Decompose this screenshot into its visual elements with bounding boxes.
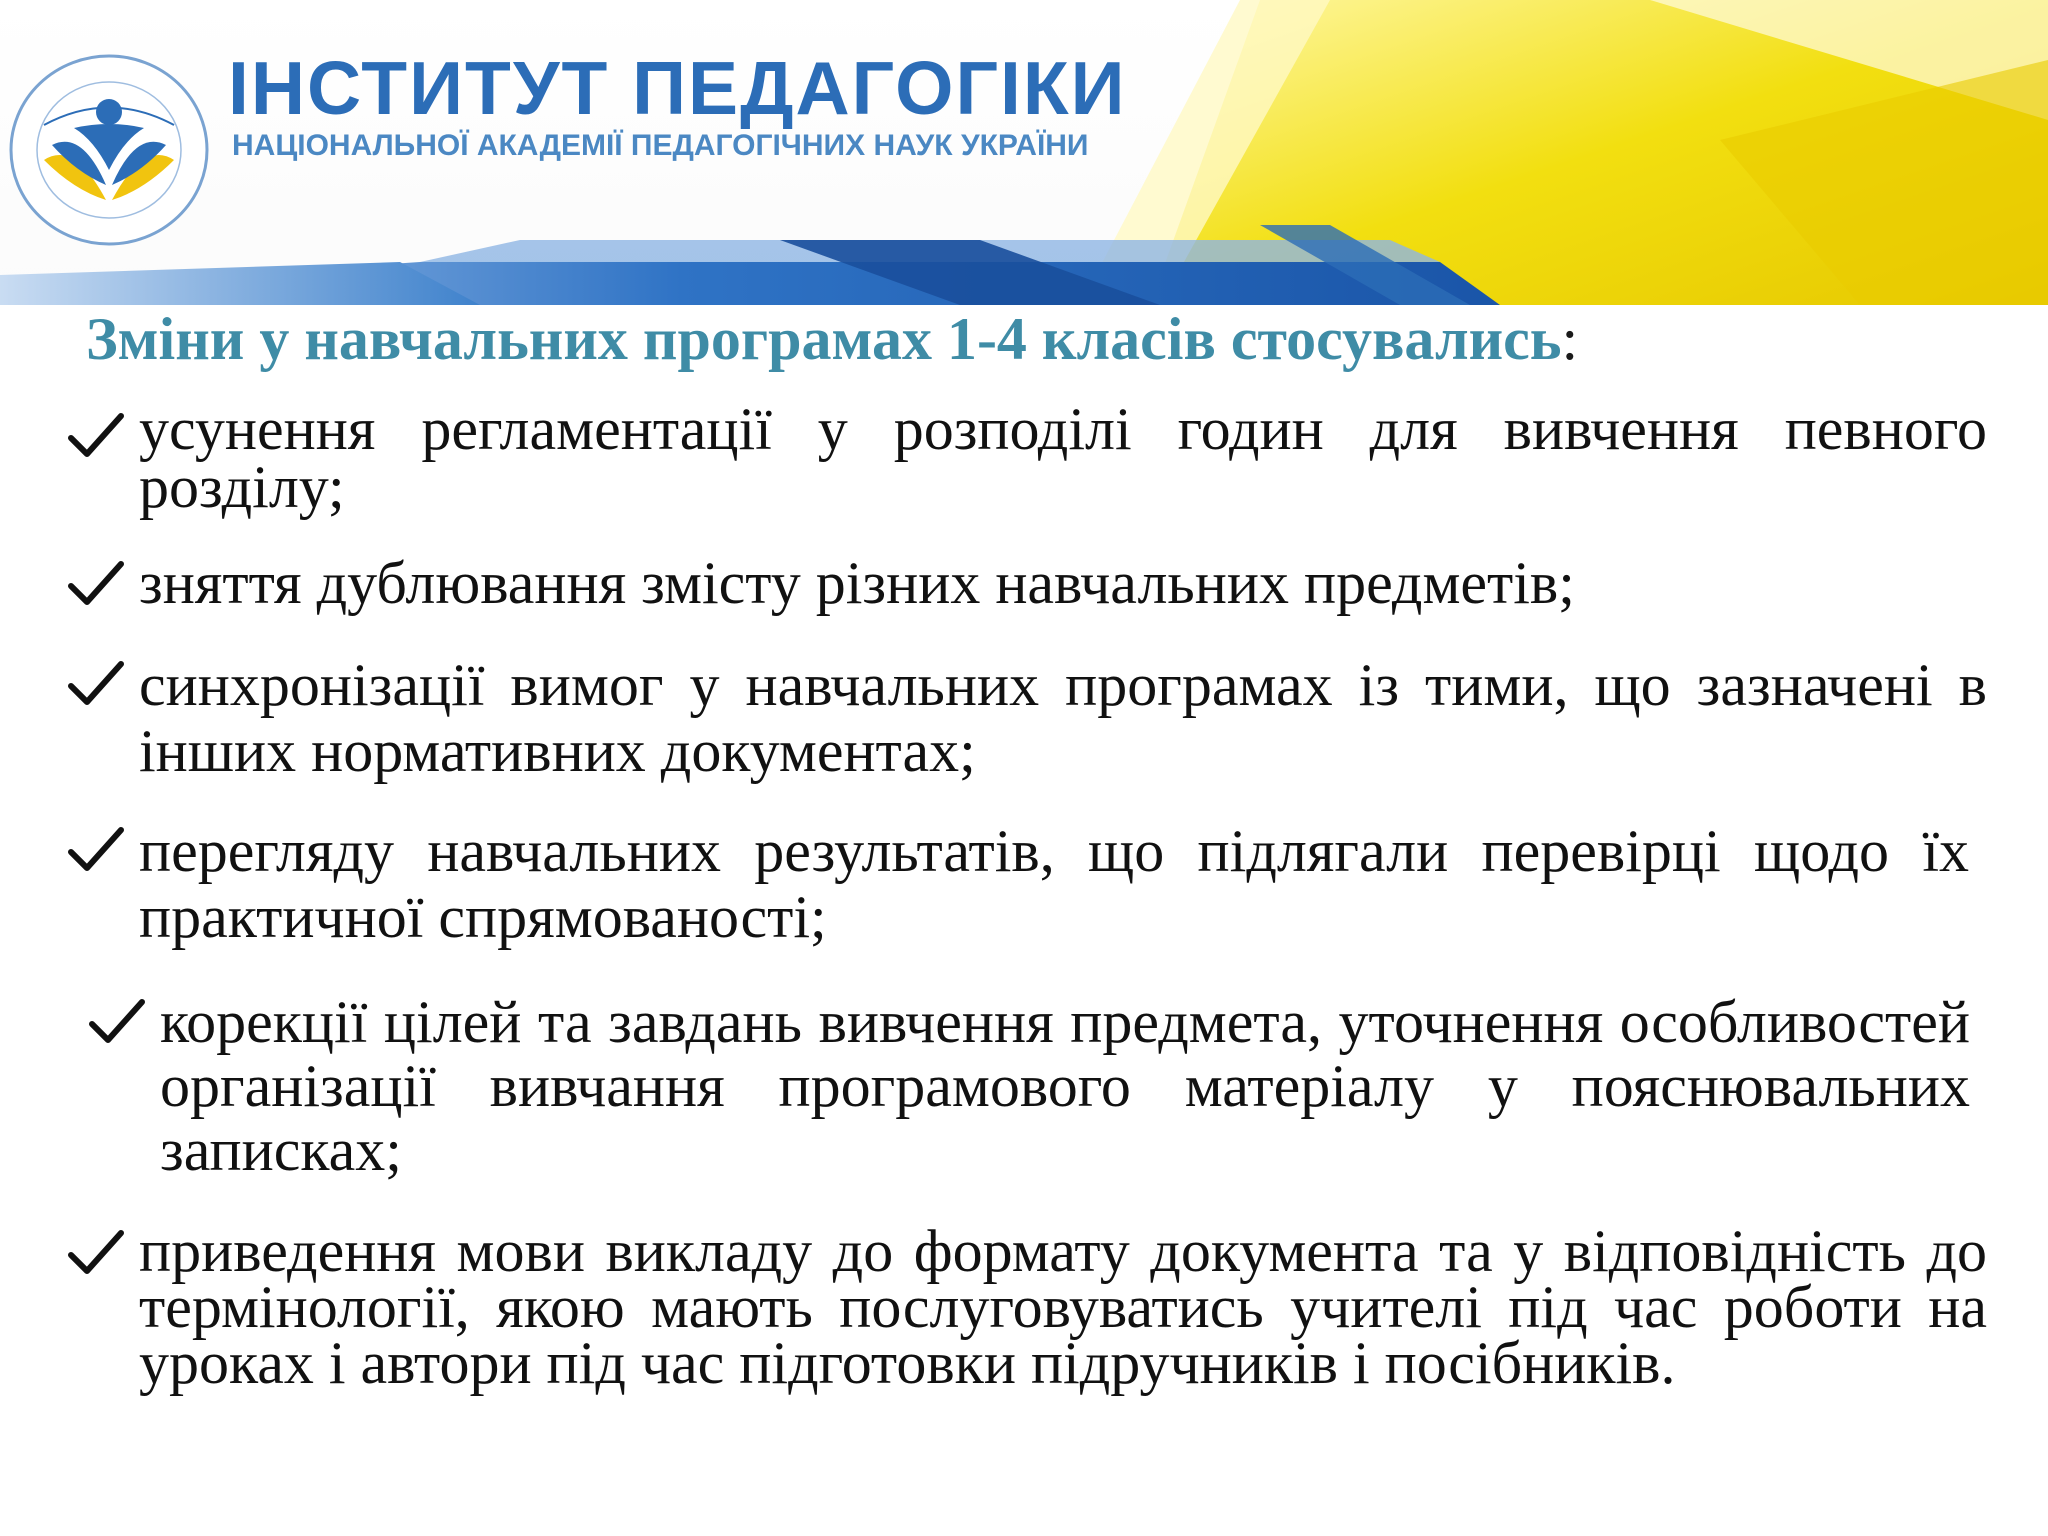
organization-title: ІНСТИТУТ ПЕДАГОГІКИ xyxy=(228,46,1127,130)
checkmark-icon xyxy=(65,558,127,608)
list-item xyxy=(65,652,1985,784)
slide-heading xyxy=(86,303,1578,375)
list-item-text: перегляду навчальних результатів, що підлягали перевірці щодо їх практичної спрямованості; xyxy=(139,818,1969,950)
list-item-text: синхронізації вимог у навчальних програмах із тими, що зазначені в інших нормативних документах; xyxy=(139,652,1987,784)
list-item-text: зняття дублювання змісту різних навчальних предметів; xyxy=(139,550,1575,616)
list-item xyxy=(65,1218,1987,1396)
list-item-text: корекції цілей та завдань вивчення предмета, уточнення особливостей організації вивчання програмового матеріалу у пояснювальних записках; xyxy=(160,989,1970,1183)
checkmark-icon xyxy=(86,996,148,1046)
header-banner xyxy=(0,0,2048,305)
slide-heading-text: Зміни у навчальних програмах 1-4 класів стосувались xyxy=(86,306,1562,372)
checkmark-icon xyxy=(65,658,127,708)
checkmark-icon xyxy=(65,824,127,874)
list-item xyxy=(65,550,1985,616)
list-item xyxy=(86,990,1986,1182)
list-item xyxy=(65,818,1985,950)
organization-subtitle: НАЦІОНАЛЬНОЇ АКАДЕМІЇ ПЕДАГОГІЧНИХ НАУК УКРАЇНИ xyxy=(232,129,1089,162)
slide-heading-colon: : xyxy=(1561,306,1579,372)
institute-logo xyxy=(4,50,214,250)
checkmark-icon xyxy=(65,410,127,460)
checkmark-icon xyxy=(65,1227,127,1277)
list-item xyxy=(65,396,1987,520)
list-item-text: усунення регламентації у розподілі годин для вивчення певного розділу; xyxy=(139,396,1987,520)
list-item-text: приведення мови викладу до формату документа та у відповідність до термінології, якою мають послуговуватись учителі під час роботи на уроках і автори під час підготовки підручників і посібників. xyxy=(139,1218,1987,1396)
